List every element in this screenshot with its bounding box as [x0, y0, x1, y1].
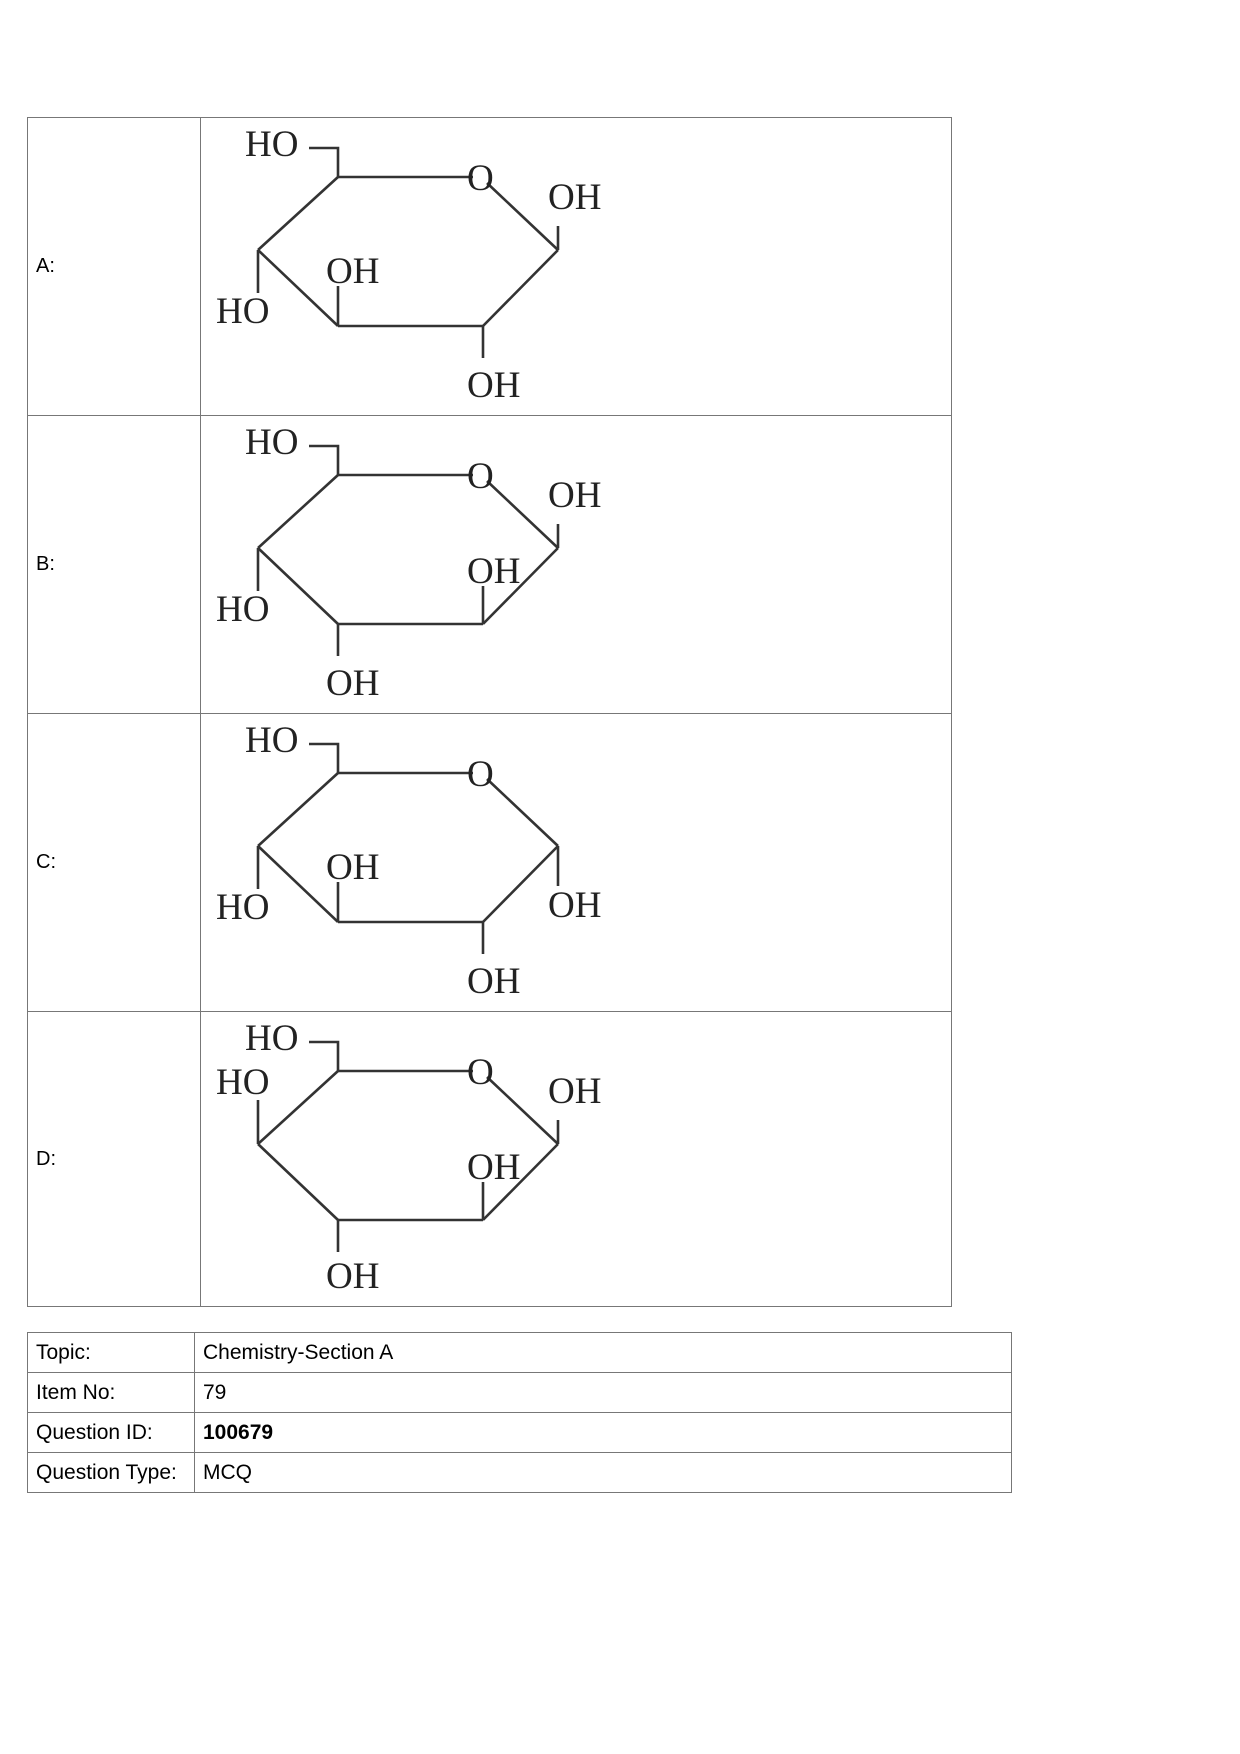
ring-bond	[258, 475, 338, 548]
meta-key: Item No:	[28, 1373, 195, 1413]
option-structure-cell	[201, 714, 952, 1012]
meta-value: MCQ	[195, 1453, 1012, 1493]
meta-key: Topic:	[28, 1333, 195, 1373]
option-structure-cell	[201, 416, 952, 714]
meta-row-topic	[28, 1333, 1012, 1373]
ch2oh-bond	[309, 1042, 338, 1071]
atom-label: OH	[548, 177, 602, 218]
atom-label: HO	[216, 589, 270, 630]
meta-row-item	[28, 1373, 1012, 1413]
atom-label: OH	[548, 885, 602, 926]
ring-bond	[258, 548, 338, 624]
atom-label: O	[467, 754, 494, 795]
atom-label: OH	[326, 1256, 380, 1297]
ring-bond	[483, 846, 558, 922]
atom-label: OH	[467, 551, 521, 592]
option-row-d	[28, 1012, 952, 1307]
option-structure-cell	[201, 118, 952, 416]
meta-value: 79	[195, 1373, 1012, 1413]
atom-label: HO	[216, 887, 270, 928]
atom-label: OH	[467, 961, 521, 1002]
meta-value: 100679	[195, 1413, 1012, 1453]
atom-label: O	[467, 456, 494, 497]
option-label: B:	[28, 416, 201, 714]
atom-label: OH	[326, 847, 380, 888]
atom-label: HO	[245, 124, 299, 165]
ring-bond	[483, 250, 558, 326]
ring-bond	[258, 773, 338, 846]
meta-key: Question Type:	[28, 1453, 195, 1493]
ring-bond	[487, 779, 558, 846]
atom-label: OH	[548, 1071, 602, 1112]
option-label: C:	[28, 714, 201, 1012]
option-label: D:	[28, 1012, 201, 1307]
atom-label: OH	[548, 475, 602, 516]
atom-label: HO	[245, 422, 299, 463]
ch2oh-bond	[309, 744, 338, 773]
atom-label: HO	[216, 291, 270, 332]
atom-label: O	[467, 158, 494, 199]
meta-row-qid	[28, 1413, 1012, 1453]
ch2oh-bond	[309, 148, 338, 177]
atom-label: OH	[467, 365, 521, 406]
atom-label: HO	[216, 1062, 270, 1103]
meta-key: Question ID:	[28, 1413, 195, 1453]
option-row-a	[28, 118, 952, 416]
ring-bond	[258, 1144, 338, 1220]
atom-label: O	[467, 1052, 494, 1093]
question-meta-table	[27, 1332, 1012, 1493]
atom-label: OH	[326, 663, 380, 704]
option-row-b	[28, 416, 952, 714]
ch2oh-bond	[309, 446, 338, 475]
option-row-c	[28, 714, 952, 1012]
option-label: A:	[28, 118, 201, 416]
structure-a	[201, 118, 951, 415]
meta-value: Chemistry-Section A	[195, 1333, 1012, 1373]
meta-row-qtype	[28, 1453, 1012, 1493]
atom-label: HO	[245, 1018, 299, 1059]
atom-label: HO	[245, 720, 299, 761]
options-table	[27, 117, 952, 1307]
structure-d	[201, 1012, 951, 1306]
structure-c	[201, 714, 951, 1011]
atom-label: OH	[467, 1147, 521, 1188]
ring-bond	[258, 177, 338, 250]
atom-label: OH	[326, 251, 380, 292]
option-structure-cell	[201, 1012, 952, 1307]
structure-b	[201, 416, 951, 713]
ring-bond	[258, 1071, 338, 1144]
